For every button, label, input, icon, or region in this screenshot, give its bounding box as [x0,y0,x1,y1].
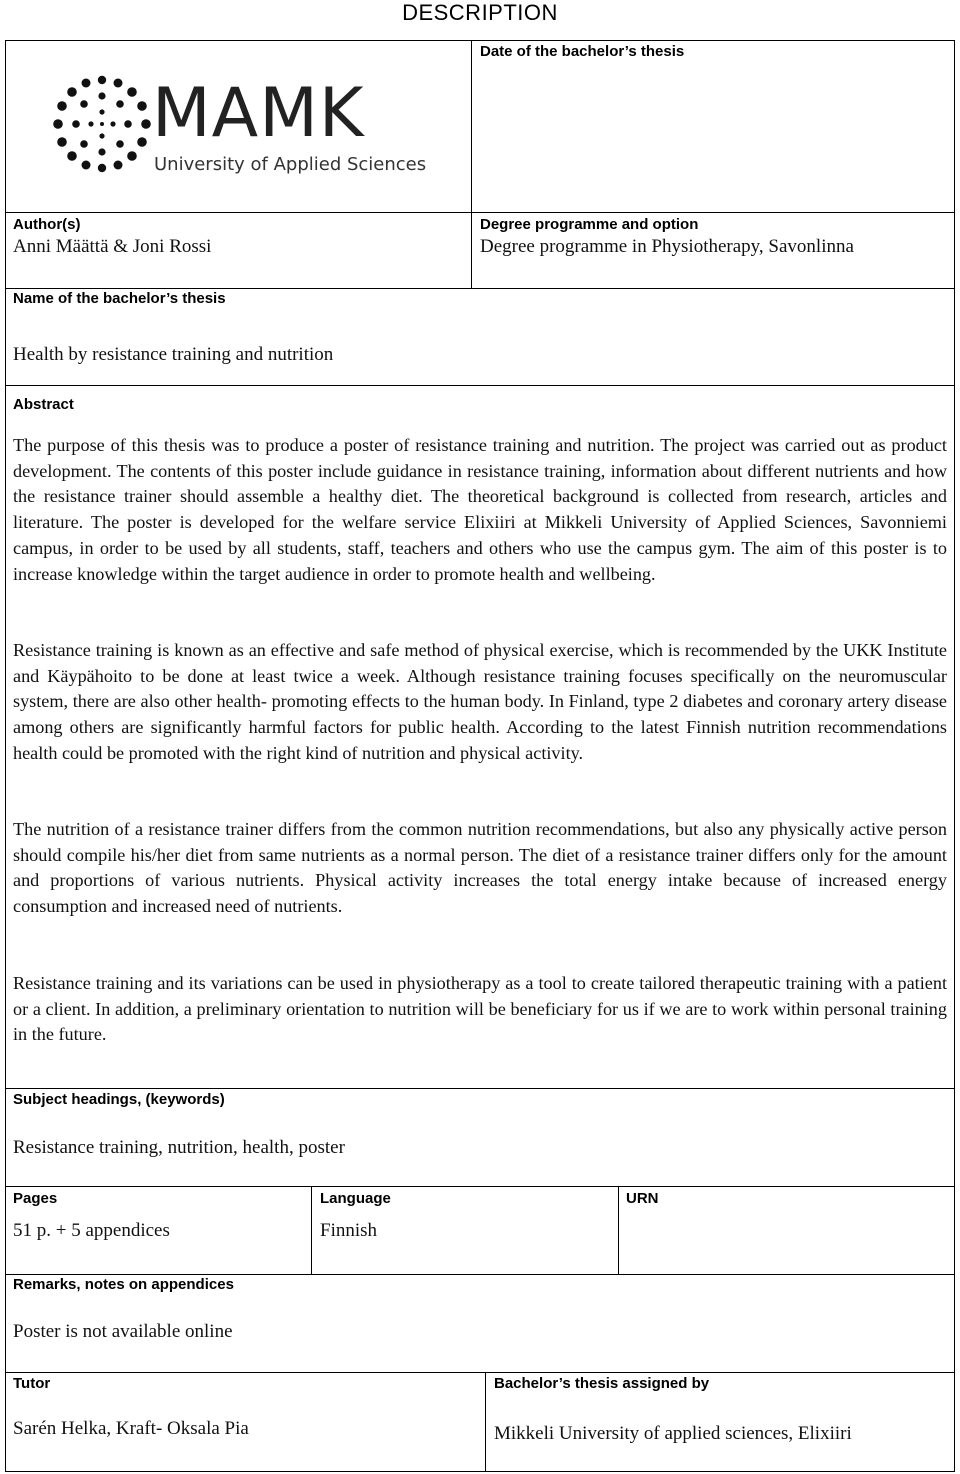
remarks-label: Remarks, notes on appendices [13,1276,234,1293]
logo-tagline: University of Applied Sciences [154,154,427,175]
divider [5,1372,955,1373]
authors-label: Author(s) [13,216,81,233]
pages-value: 51 p. + 5 appendices [13,1220,170,1241]
divider [471,40,472,288]
divider [485,1372,486,1472]
logo-wordmark: MAMK [152,74,365,153]
urn-label: URN [626,1190,659,1207]
divider [311,1186,312,1274]
assigned-by-label: Bachelor’s thesis assigned by [494,1375,710,1392]
keywords-value: Resistance training, nutrition, health, poster [13,1137,345,1158]
remarks-value: Poster is not available online [13,1321,233,1342]
divider [618,1186,619,1274]
thesis-name-label: Name of the bachelor’s thesis [13,290,226,307]
divider [5,1088,955,1089]
language-value: Finnish [320,1220,378,1241]
authors-value: Anni Määttä & Joni Rossi [13,236,212,257]
assigned-by-value: Mikkeli University of applied sciences, Elixiiri [494,1423,852,1444]
degree-label: Degree programme and option [480,216,699,233]
abstract-paragraph: Resistance training is known as an effective and safe method of physical exercise, which is recommended by the UKK Institute and Käypähoito to be done at least twice a week. Although resistance training focuses specifically on the neuromuscular system, there are also other health- promoting effects to the human body. In Finland, type 2 diabetes and coronary artery disease among others are significantly harmful factors for public health. According to the latest Finnish nutrition recommendations health could be promoted with the right kind of nutrition and physical activity. [13,640,947,763]
tutor-value: Sarén Helka, Kraft- Oksala Pia [13,1418,249,1439]
divider [5,1186,955,1187]
language-label: Language [320,1190,391,1207]
divider [5,1274,955,1275]
abstract-paragraph: The nutrition of a resistance trainer differs from the common nutrition recommendations, but also any physically active person should compile his/her diet from same nutrients as a normal person. The diet of a resistance trainer differs only for the amount and proportions of various nutrients. Physical activity increases the total energy intake because of increased energy consumption and increased need of nutrients. [13,819,947,917]
date-label: Date of the bachelor’s thesis [480,43,685,60]
pages-label: Pages [13,1190,58,1207]
divider [5,288,955,289]
mamk-logo [50,70,450,190]
degree-value: Degree programme in Physiotherapy, Savonlinna [480,236,854,257]
page-title: DESCRIPTION [402,0,558,25]
dot-circle-logo-icon [52,74,152,174]
keywords-label: Subject headings, (keywords) [13,1091,225,1108]
tutor-label: Tutor [13,1375,51,1392]
divider [5,385,955,386]
abstract-paragraph: The purpose of this thesis was to produce a poster of resistance training and nutrition. The project was carried out as product development. The contents of this poster include guidance in resistance training, information about different nutrients and how the resistance trainer should assemble a healthy diet. The theoretical background is collected from research, articles and literature. The poster is developed for the welfare service Elixiiri at Mikkeli University of Applied Sciences, Savonniemi campus, in order to be used by all students, staff, teachers and others who use the campus gym. The aim of this poster is to increase knowledge within the target audience in order to promote health and wellbeing. [13,435,947,584]
divider [5,212,955,213]
abstract-paragraph: Resistance training and its variations can be used in physiotherapy as a tool to create tailored therapeutic training with a patient or a client. In addition, a preliminary orientation to nutrition will be beneficiary for us if we are to work within personal training in the future. [13,973,947,1045]
abstract-label: Abstract [13,396,74,413]
thesis-name-value: Health by resistance training and nutrition [13,344,334,365]
